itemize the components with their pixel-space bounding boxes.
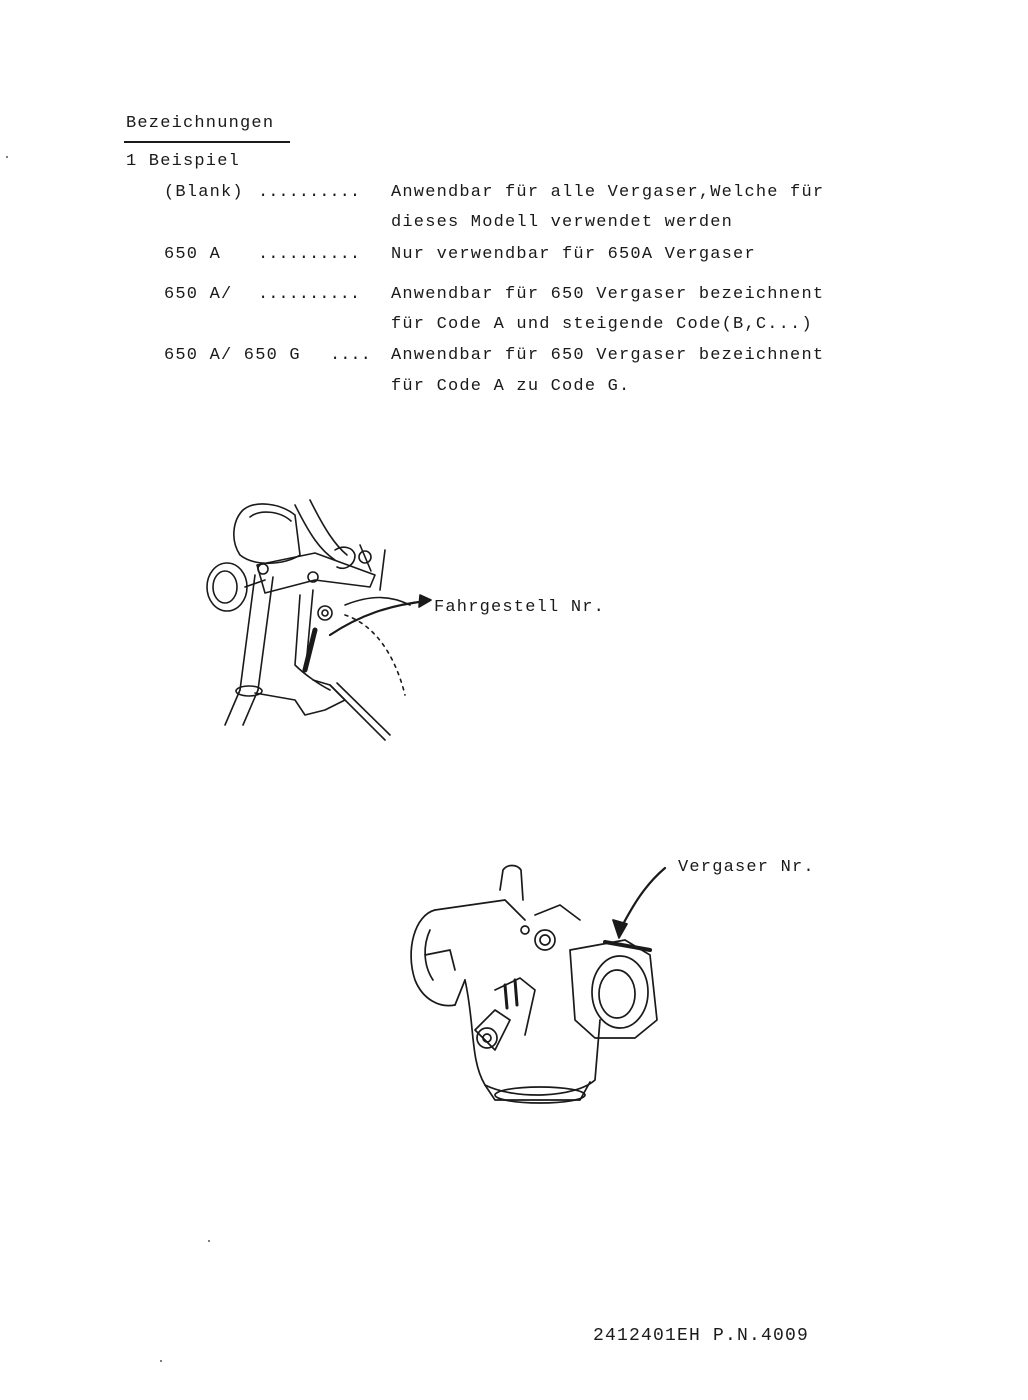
entry-desc-line: Anwendbar für alle Vergaser,Welche für [391, 183, 825, 202]
page-heading: Bezeichnungen [126, 114, 275, 133]
section-title: 1 Beispiel [126, 152, 241, 171]
entry-leader: .......... [258, 183, 361, 202]
entry-code-650a: 650 A [164, 245, 222, 264]
entry-leader: .......... [258, 245, 361, 264]
carburetor-number-label: Vergaser Nr. [678, 858, 815, 877]
entry-desc-line: Anwendbar für 650 Vergaser bezeichnent [391, 285, 825, 304]
entry-desc-line: Anwendbar für 650 Vergaser bezeichnent [391, 346, 825, 365]
entry-leader: .......... [258, 285, 361, 304]
scan-speck [6, 156, 8, 158]
entry-code-650a-650g: 650 A/ 650 G [164, 346, 301, 365]
document-code: 2412401EH P.N.4009 [593, 1326, 810, 1346]
carburetor-illustration [395, 860, 695, 1120]
entry-desc-line: dieses Modell verwendet werden [391, 213, 734, 232]
entry-desc-line: für Code A zu Code G. [391, 377, 631, 396]
entry-desc-line: Nur verwendbar für 650A Vergaser [391, 245, 756, 264]
entry-desc-line: für Code A und steigende Code(B,C...) [391, 315, 813, 334]
scan-speck [208, 1240, 210, 1242]
scan-speck [160, 1360, 162, 1362]
frame-illustration [195, 495, 455, 755]
entry-leader: .... [330, 346, 371, 365]
frame-number-label: Fahrgestell Nr. [434, 598, 606, 617]
entry-code-blank: (Blank) [164, 183, 244, 202]
heading-underline [124, 141, 290, 143]
entry-code-650a-slash: 650 A/ [164, 285, 233, 304]
